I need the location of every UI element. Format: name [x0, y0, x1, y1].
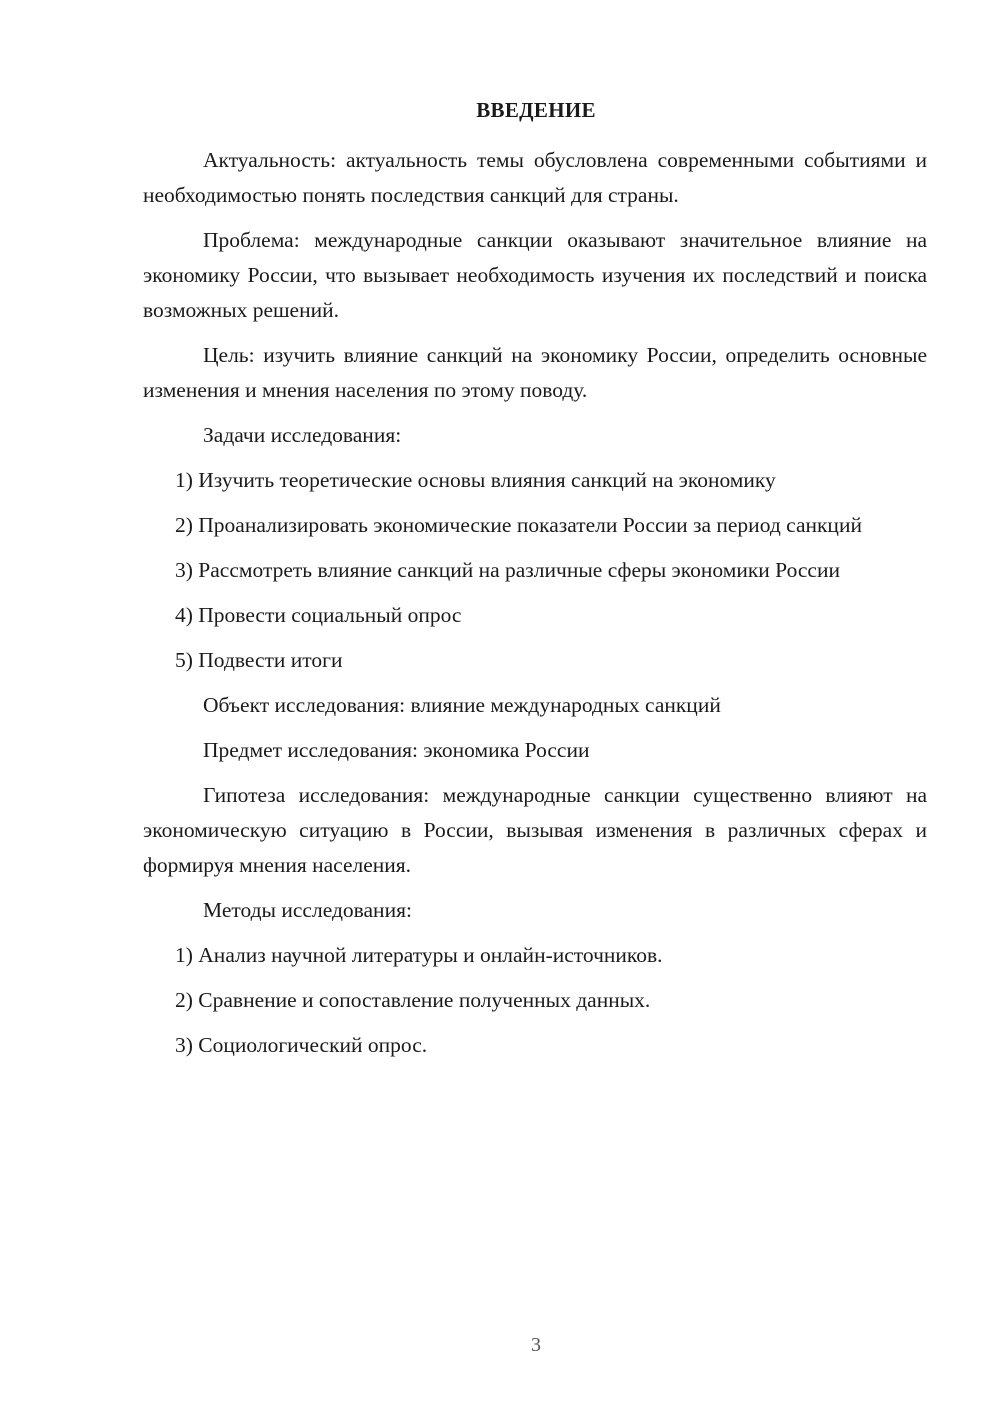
method-item-2: 2) Сравнение и сопоставление полученных данных. [175, 988, 651, 1012]
object-paragraph: Объект исследования: влияние международных санкций [203, 693, 721, 717]
method-item-3: 3) Социологический опрос. [175, 1033, 428, 1057]
page-title: ВВЕДЕНИЕ [476, 98, 596, 122]
relevance-paragraph: Актуальность: актуальность темы обусловлена современными событиями и необходимостью понять последствия санкций для страны. [143, 148, 927, 207]
task-item-3: 3) Рассмотреть влияние санкций на различные сферы экономики России [175, 558, 840, 582]
hypothesis-paragraph: Гипотеза исследования: международные санкции существенно влияют на экономическую ситуацию в России, вызывая изменения в различных сферах и формируя мнения населения. [143, 783, 927, 877]
tasks-heading: Задачи исследования: [203, 423, 402, 447]
task-item-2: 2) Проанализировать экономические показатели России за период санкций [175, 513, 862, 537]
task-item-5: 5) Подвести итоги [175, 648, 343, 672]
method-item-1: 1) Анализ научной литературы и онлайн-источников. [175, 943, 663, 967]
page-number: 3 [531, 1334, 541, 1356]
page-content [143, 143, 927, 1073]
task-item-4: 4) Провести социальный опрос [175, 603, 462, 627]
problem-paragraph: Проблема: международные санкции оказывают значительное влияние на экономику России, что вызывает необходимость изучения их последствий и поиска возможных решений. [143, 228, 927, 322]
subject-paragraph: Предмет исследования: экономика России [203, 738, 590, 762]
task-item-1: 1) Изучить теоретические основы влияния санкций на экономику [175, 468, 776, 492]
methods-heading: Методы исследования: [203, 898, 412, 922]
goal-paragraph: Цель: изучить влияние санкций на экономику России, определить основные изменения и мнения населения по этому поводу. [143, 343, 927, 402]
